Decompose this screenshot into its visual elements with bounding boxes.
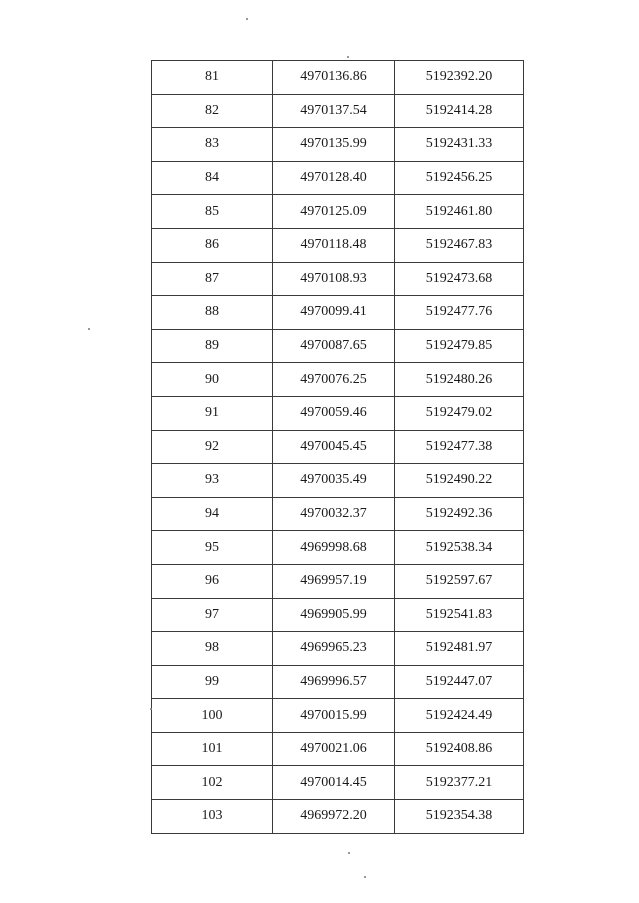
y-coordinate-cell: 5192392.20: [395, 61, 524, 95]
point-number-cell: 99: [152, 665, 273, 699]
table-row: [152, 228, 524, 262]
y-coordinate-cell: 5192490.22: [395, 464, 524, 498]
x-coordinate-cell: 4970045.45: [273, 430, 395, 464]
point-number-cell: 97: [152, 598, 273, 632]
y-coordinate-cell: 5192424.49: [395, 699, 524, 733]
table-row: [152, 464, 524, 498]
point-number-cell: 94: [152, 497, 273, 531]
point-number-cell: 103: [152, 800, 273, 834]
point-number-cell: 98: [152, 632, 273, 666]
point-number-cell: 91: [152, 396, 273, 430]
x-coordinate-cell: 4970125.09: [273, 195, 395, 229]
x-coordinate-cell: 4969998.68: [273, 531, 395, 565]
scan-speck: [347, 56, 349, 58]
x-coordinate-cell: 4970087.65: [273, 329, 395, 363]
y-coordinate-cell: 5192377.21: [395, 766, 524, 800]
point-number-cell: 101: [152, 732, 273, 766]
point-number-cell: 90: [152, 363, 273, 397]
x-coordinate-cell: 4969996.57: [273, 665, 395, 699]
table-row: [152, 800, 524, 834]
table-row: [152, 598, 524, 632]
y-coordinate-cell: 5192447.07: [395, 665, 524, 699]
point-number-cell: 82: [152, 94, 273, 128]
point-number-cell: 81: [152, 61, 273, 95]
x-coordinate-cell: 4969957.19: [273, 564, 395, 598]
y-coordinate-cell: 5192477.38: [395, 430, 524, 464]
x-coordinate-cell: 4970014.45: [273, 766, 395, 800]
point-number-cell: 102: [152, 766, 273, 800]
point-number-cell: 95: [152, 531, 273, 565]
x-coordinate-cell: 4970099.41: [273, 296, 395, 330]
table-row: [152, 128, 524, 162]
y-coordinate-cell: 5192479.02: [395, 396, 524, 430]
scan-speck: [88, 328, 90, 330]
x-coordinate-cell: 4970137.54: [273, 94, 395, 128]
table-row: [152, 531, 524, 565]
x-coordinate-cell: 4969965.23: [273, 632, 395, 666]
point-number-cell: 93: [152, 464, 273, 498]
table-row: [152, 632, 524, 666]
table-row: [152, 732, 524, 766]
x-coordinate-cell: 4970128.40: [273, 161, 395, 195]
point-number-cell: 84: [152, 161, 273, 195]
y-coordinate-cell: 5192467.83: [395, 228, 524, 262]
x-coordinate-cell: 4970076.25: [273, 363, 395, 397]
x-coordinate-cell: 4969972.20: [273, 800, 395, 834]
table-row: [152, 329, 524, 363]
x-coordinate-cell: 4970108.93: [273, 262, 395, 296]
y-coordinate-cell: 5192414.28: [395, 94, 524, 128]
point-number-cell: 89: [152, 329, 273, 363]
y-coordinate-cell: 5192456.25: [395, 161, 524, 195]
table-row: [152, 161, 524, 195]
table-row: [152, 94, 524, 128]
table-row: [152, 262, 524, 296]
scan-speck: [246, 18, 248, 20]
x-coordinate-cell: 4970118.48: [273, 228, 395, 262]
table-row: [152, 497, 524, 531]
point-number-cell: 83: [152, 128, 273, 162]
coordinates-table-body: [152, 61, 524, 834]
x-coordinate-cell: 4970059.46: [273, 396, 395, 430]
point-number-cell: 88: [152, 296, 273, 330]
y-coordinate-cell: 5192492.36: [395, 497, 524, 531]
y-coordinate-cell: 5192477.76: [395, 296, 524, 330]
y-coordinate-cell: 5192354.38: [395, 800, 524, 834]
y-coordinate-cell: 5192597.67: [395, 564, 524, 598]
x-coordinate-cell: 4970135.99: [273, 128, 395, 162]
x-coordinate-cell: 4970032.37: [273, 497, 395, 531]
y-coordinate-cell: 5192480.26: [395, 363, 524, 397]
y-coordinate-cell: 5192461.80: [395, 195, 524, 229]
point-number-cell: 96: [152, 564, 273, 598]
table-row: [152, 665, 524, 699]
y-coordinate-cell: 5192541.83: [395, 598, 524, 632]
point-number-cell: 92: [152, 430, 273, 464]
table-row: [152, 363, 524, 397]
table-row: [152, 396, 524, 430]
y-coordinate-cell: 5192473.68: [395, 262, 524, 296]
y-coordinate-cell: 5192408.86: [395, 732, 524, 766]
x-coordinate-cell: 4969905.99: [273, 598, 395, 632]
x-coordinate-cell: 4970035.49: [273, 464, 395, 498]
y-coordinate-cell: 5192431.33: [395, 128, 524, 162]
scan-speck: [364, 876, 366, 878]
y-coordinate-cell: 5192481.97: [395, 632, 524, 666]
point-number-cell: 86: [152, 228, 273, 262]
scan-speck: [348, 852, 350, 854]
x-coordinate-cell: 4970015.99: [273, 699, 395, 733]
y-coordinate-cell: 5192538.34: [395, 531, 524, 565]
point-number-cell: 85: [152, 195, 273, 229]
x-coordinate-cell: 4970021.06: [273, 732, 395, 766]
table-row: [152, 296, 524, 330]
y-coordinate-cell: 5192479.85: [395, 329, 524, 363]
table-row: [152, 195, 524, 229]
table-row: [152, 699, 524, 733]
table-row: [152, 766, 524, 800]
point-number-cell: 87: [152, 262, 273, 296]
table-row: [152, 61, 524, 95]
table-row: [152, 430, 524, 464]
coordinates-table: [151, 60, 524, 834]
point-number-cell: 100: [152, 699, 273, 733]
scan-speck: [150, 708, 152, 710]
x-coordinate-cell: 4970136.86: [273, 61, 395, 95]
table-row: [152, 564, 524, 598]
